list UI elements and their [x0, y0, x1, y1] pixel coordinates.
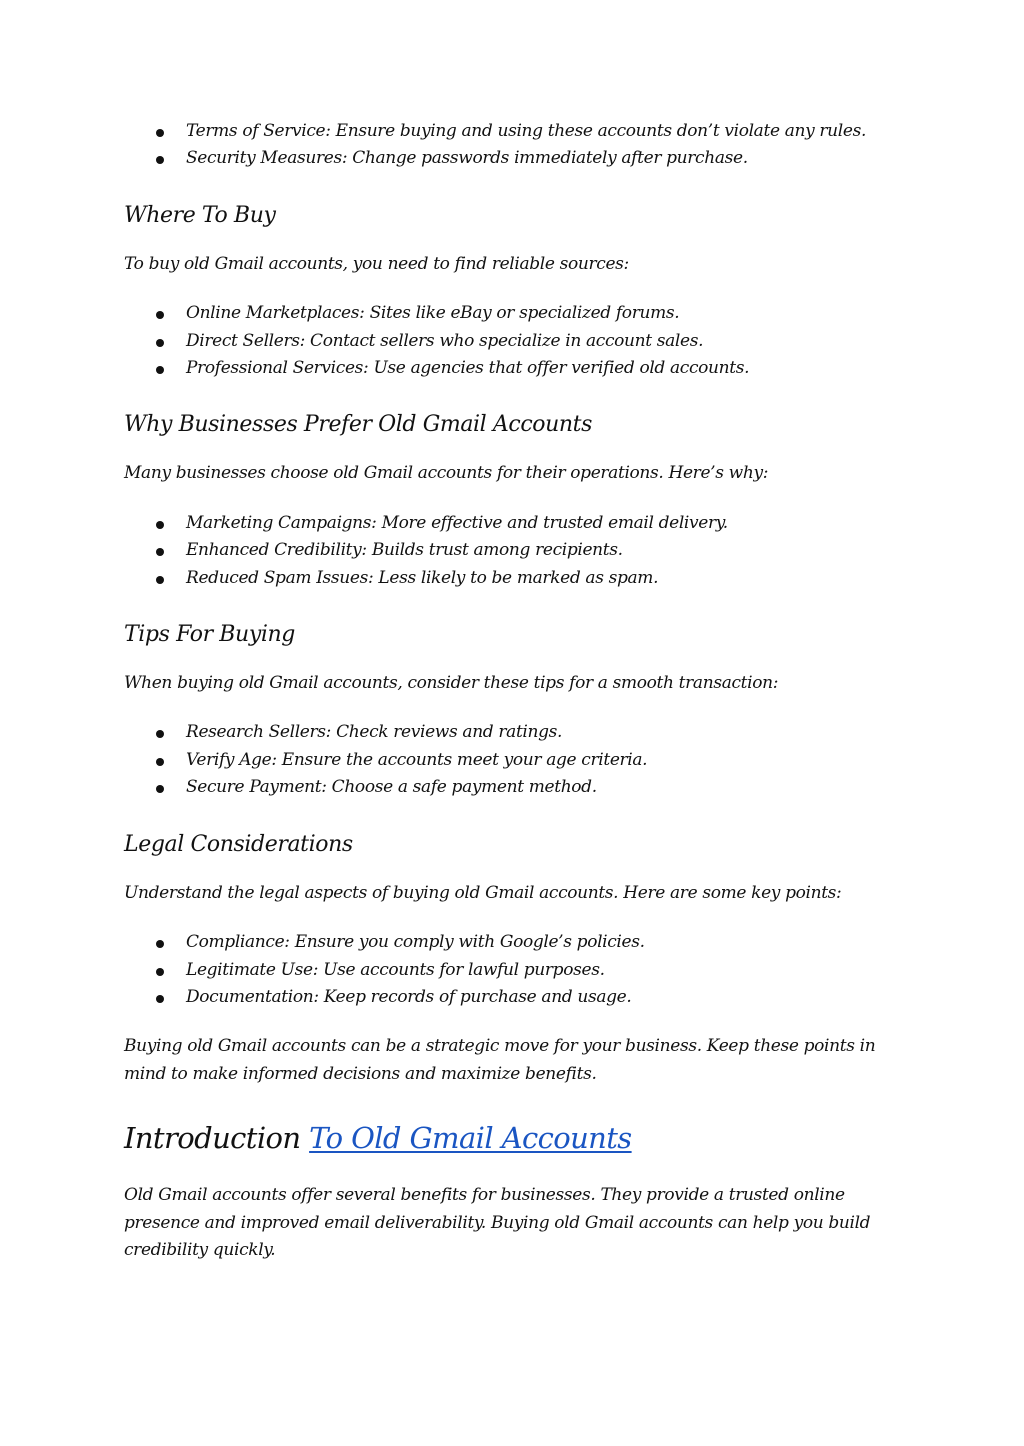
list-item [124, 774, 914, 801]
conclusion-line: mind to make informed decisions and maximize benefits. [124, 1063, 597, 1084]
section-intro: When buying old Gmail accounts, consider these tips for a smooth transaction: [124, 673, 779, 694]
list-item-text: Research Sellers: Check reviews and ratings. [186, 722, 563, 743]
section-heading-tips-for-buying: Tips For Buying [124, 622, 295, 648]
list-item-text: Marketing Campaigns: More effective and trusted email delivery. [186, 512, 728, 533]
introduction-heading-text: Introduction [124, 1121, 301, 1156]
list-item [124, 565, 914, 592]
introduction-line: credibility quickly. [124, 1239, 276, 1260]
list-item [124, 145, 914, 172]
list-item-text: Security Measures: Change passwords immediately after purchase. [186, 148, 748, 169]
section-heading-legal-considerations: Legal Considerations [124, 831, 353, 857]
list-item [124, 355, 914, 382]
bullet-dot [156, 995, 164, 1003]
introduction-line: Old Gmail accounts offer several benefits for businesses. They provide a trusted online [124, 1185, 845, 1206]
bullet-dot [156, 311, 164, 319]
bullet-dot [156, 129, 164, 137]
top-bullet-list [124, 118, 914, 173]
bullet-dot [156, 366, 164, 374]
list-item-text: Verify Age: Ensure the accounts meet your age criteria. [186, 749, 648, 770]
introduction-paragraph [124, 1182, 914, 1264]
list-item [124, 957, 914, 984]
list-item-text: Documentation: Keep records of purchase and usage. [186, 986, 632, 1007]
bullet-dot [156, 968, 164, 976]
section-heading-why-businesses: Why Businesses Prefer Old Gmail Accounts [124, 412, 592, 438]
section-bullet-list [124, 929, 914, 1011]
introduction-heading [124, 1118, 914, 1158]
section-bullet-list [124, 719, 914, 801]
list-item-text: Online Marketplaces: Sites like eBay or specialized forums. [186, 303, 680, 324]
bullet-dot [156, 730, 164, 738]
section-intro: Many businesses choose old Gmail accounts for their operations. Here’s why: [124, 463, 769, 484]
list-item [124, 984, 914, 1011]
section-bullet-list [124, 300, 914, 382]
bullet-dot [156, 521, 164, 529]
list-item [124, 719, 914, 746]
document-page [124, 118, 914, 1264]
section-intro: To buy old Gmail accounts, you need to find reliable sources: [124, 253, 629, 274]
section-heading-where-to-buy: Where To Buy [124, 202, 276, 228]
old-gmail-accounts-link[interactable]: To Old Gmail Accounts [309, 1121, 632, 1156]
list-item [124, 328, 914, 355]
list-item [124, 300, 914, 327]
bullet-dot [156, 940, 164, 948]
conclusion-line: Buying old Gmail accounts can be a strategic move for your business. Keep these points in [124, 1036, 876, 1057]
bullet-dot [156, 576, 164, 584]
list-item-text: Compliance: Ensure you comply with Google’s policies. [186, 932, 645, 953]
list-item [124, 537, 914, 564]
conclusion-paragraph [124, 1033, 914, 1088]
bullet-dot [156, 156, 164, 164]
introduction-line: presence and improved email deliverability. Buying old Gmail accounts can help you build [124, 1212, 871, 1233]
list-item [124, 118, 914, 145]
list-item-text: Direct Sellers: Contact sellers who specialize in account sales. [186, 330, 704, 351]
list-item-text: Reduced Spam Issues: Less likely to be marked as spam. [186, 567, 659, 588]
list-item [124, 747, 914, 774]
list-item [124, 929, 914, 956]
list-item-text: Enhanced Credibility: Builds trust among recipients. [186, 540, 623, 561]
list-item-text: Professional Services: Use agencies that offer verified old accounts. [186, 358, 750, 379]
bullet-dot [156, 339, 164, 347]
bullet-dot [156, 548, 164, 556]
bullet-dot [156, 785, 164, 793]
section-bullet-list [124, 510, 914, 592]
list-item-text: Secure Payment: Choose a safe payment method. [186, 777, 597, 798]
list-item-text: Terms of Service: Ensure buying and using these accounts don’t violate any rules. [186, 121, 867, 141]
section-intro: Understand the legal aspects of buying old Gmail accounts. Here are some key points: [124, 882, 842, 903]
list-item-text: Legitimate Use: Use accounts for lawful purposes. [186, 959, 605, 980]
bullet-dot [156, 758, 164, 766]
list-item [124, 510, 914, 537]
